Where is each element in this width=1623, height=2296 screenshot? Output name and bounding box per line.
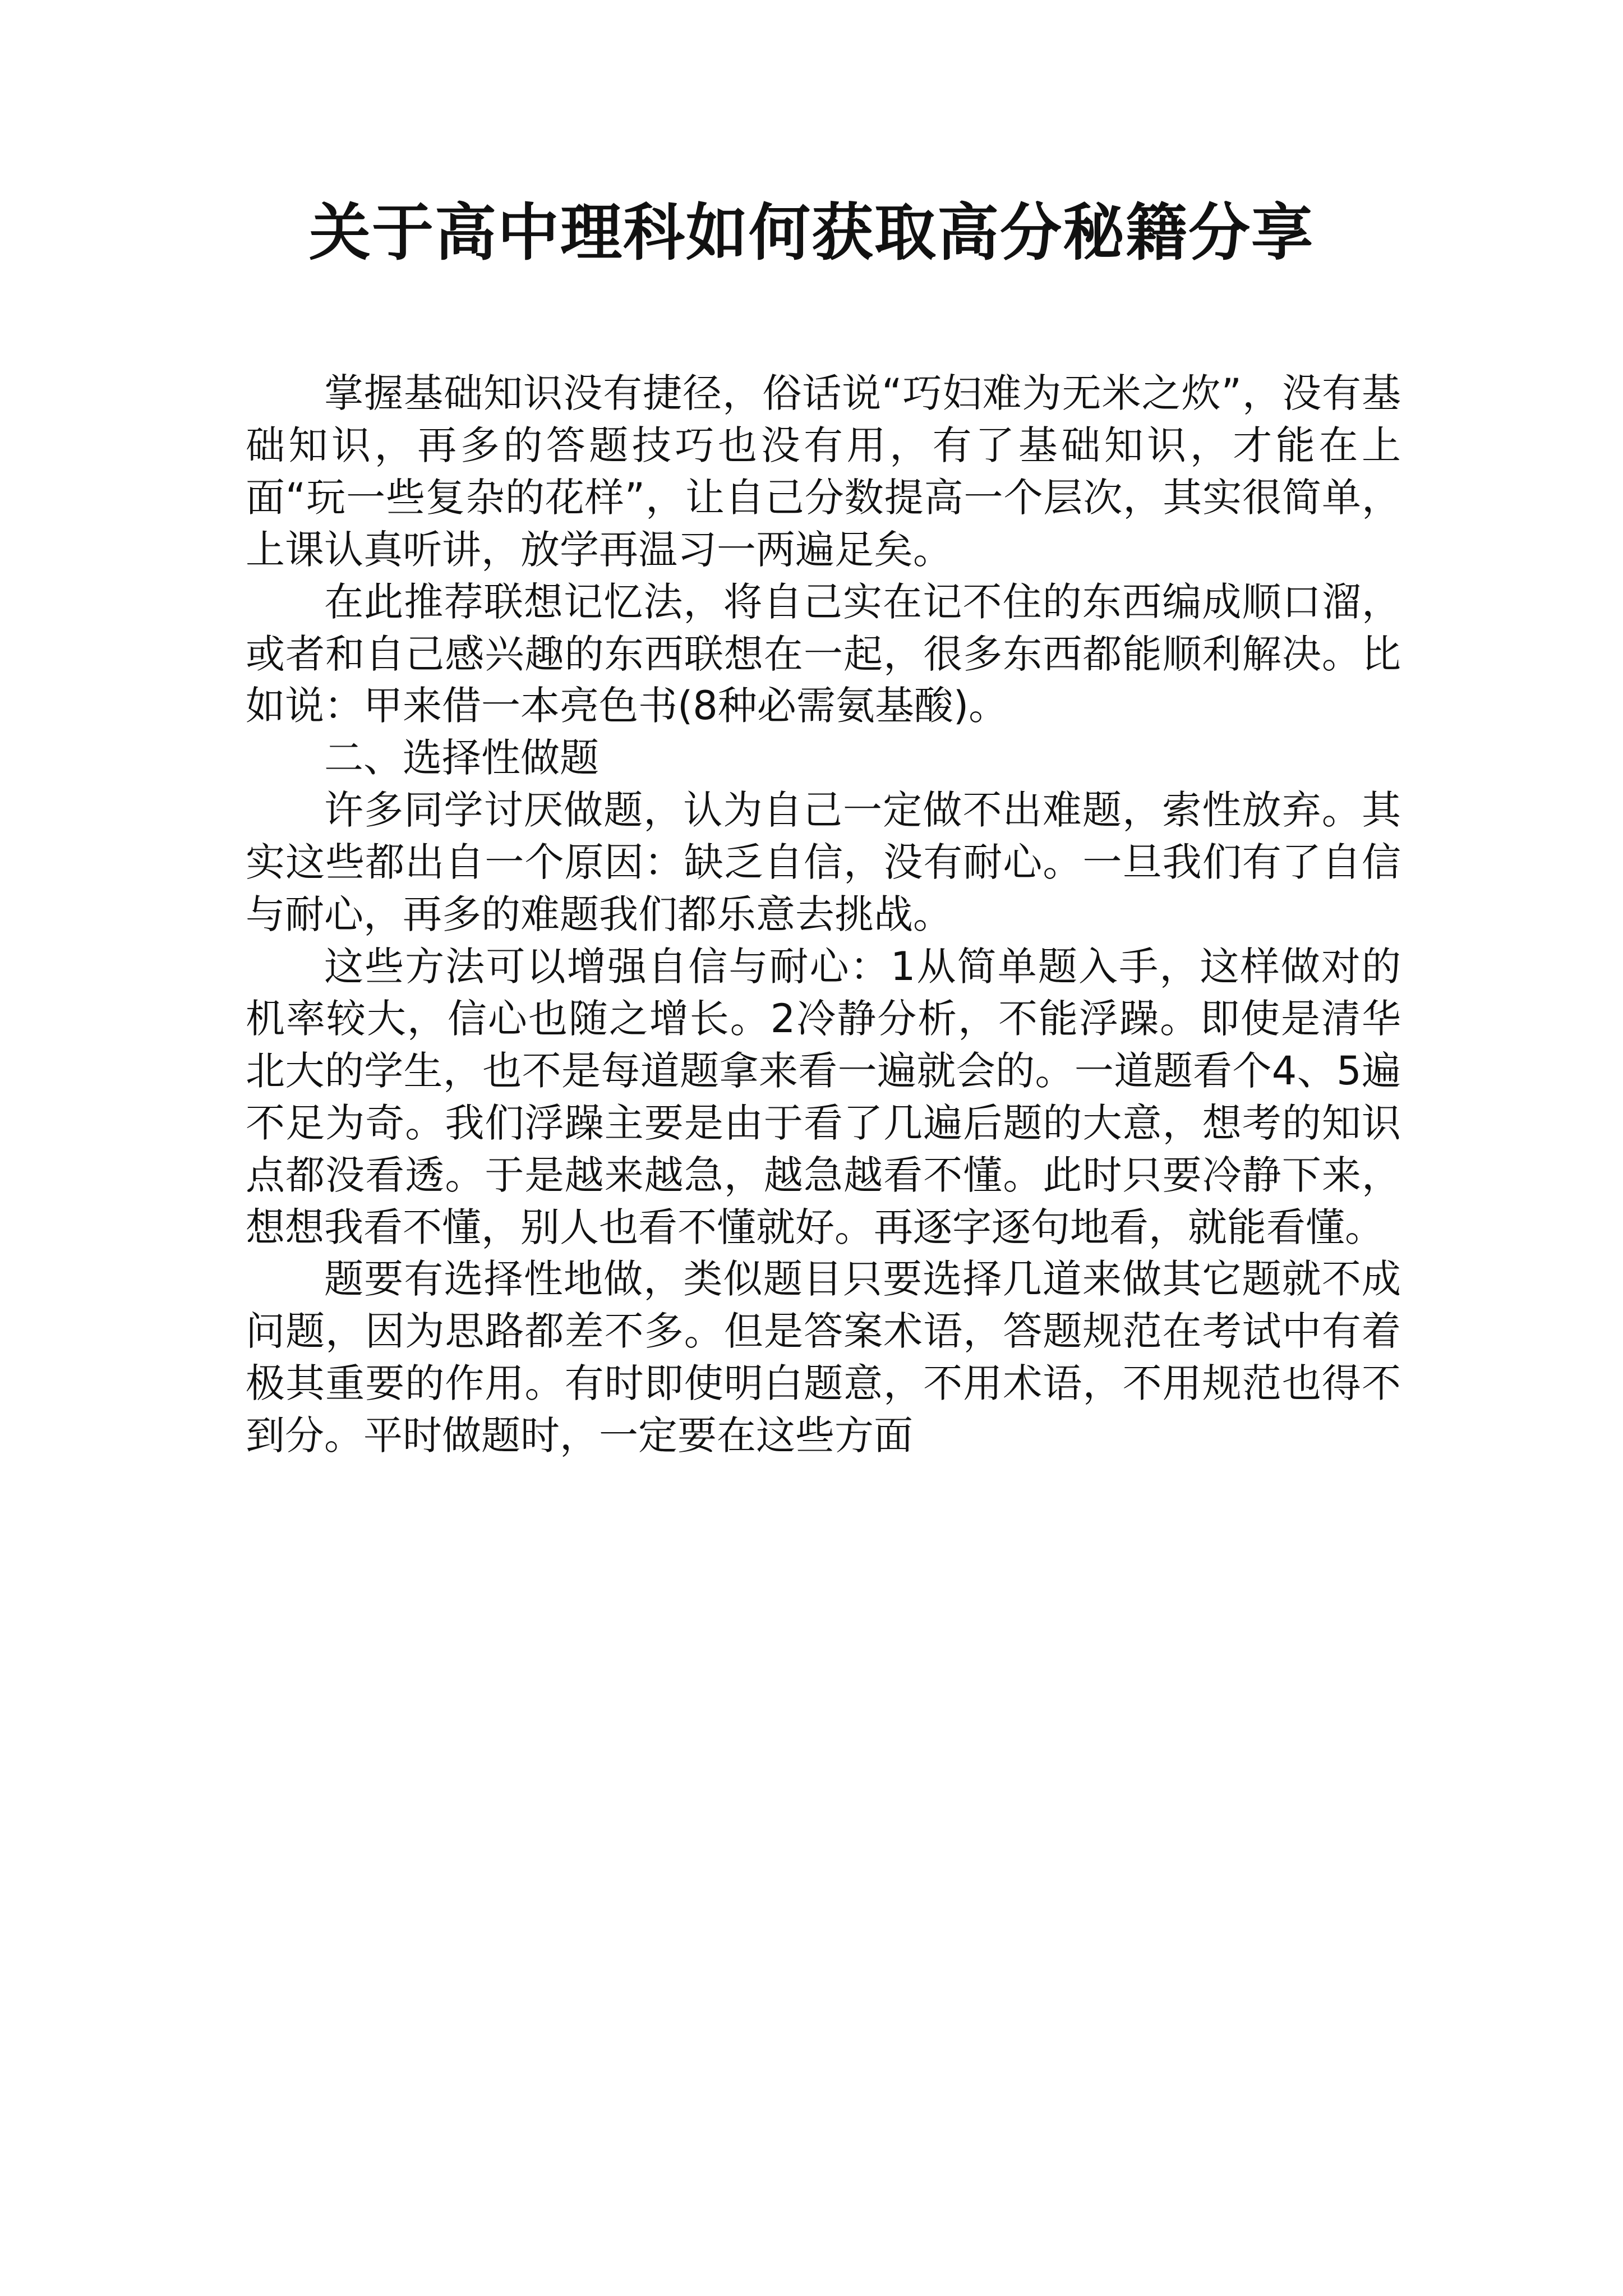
paragraph: 在此推荐联想记忆法，将自己实在记不住的东西编成顺口溜，或者和自己感兴趣的东西联想在一起，很多东西都能顺利解决。比如说：甲来借一本亮色书(8种必需氨基酸)。 xyxy=(246,578,1401,729)
paragraph: 掌握基础知识没有捷径，俗话说“巧妇难为无米之炊”，没有基础知识，再多的答题技巧也没有用，有了基础知识，才能在上面“玩一些复杂的花样”，让自己分数提高一个层次，其实很简单，上课认真听讲，放学再温习一两遍足矣。 xyxy=(246,370,1401,573)
paragraph: 许多同学讨厌做题，认为自己一定做不出难题，索性放弃。其实这些都出自一个原因：缺乏自信，没有耐心。一旦我们有了自信与耐心，再多的难题我们都乐意去挑战。 xyxy=(246,787,1401,938)
document-title: 关于高中理科如何获取高分秘籍分享 xyxy=(309,196,1314,269)
paragraph: 这些方法可以增强自信与耐心：1从简单题入手，这样做对的机率较大，信心也随之增长。2冷静分析，不能浮躁。即使是清华北大的学生，也不是每道题拿来看一遍就会的。一道题看个4、5遍不足为奇。我们浮躁主要是由于看了几遍后题的大意，想考的知识点都没看透。于是越来越急，越急越看不懂。此时只要冷静下来，想想我看不懂，别人也看不懂就好。再逐字逐句地看，就能看懂。 xyxy=(246,943,1401,1250)
paragraph: 题要有选择性地做，类似题目只要选择几道来做其它题就不成问题，因为思路都差不多。但是答案术语，答题规范在考试中有着极其重要的作用。有时即使明白题意，不用术语，不用规范也得不到分。平时做题时，一定要在这些方面 xyxy=(246,1256,1401,1459)
document-body xyxy=(246,367,1401,1462)
section-heading: 二、选择性做题 xyxy=(324,735,599,781)
